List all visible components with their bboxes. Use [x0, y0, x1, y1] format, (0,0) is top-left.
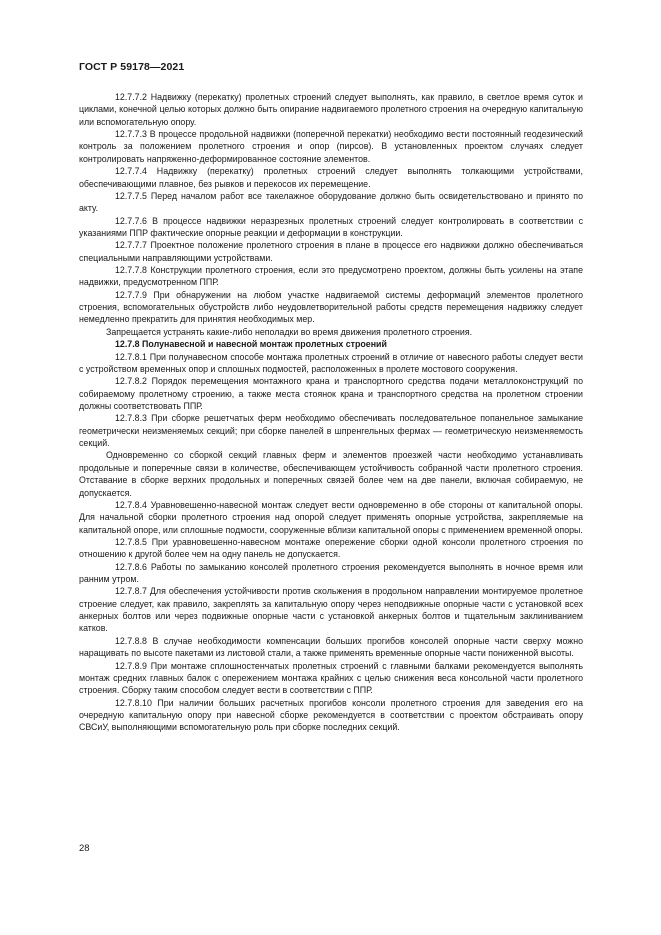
- section-heading: 12.7.8 Полунавесной и навесной монтаж пролетных строений: [115, 339, 387, 350]
- paragraph: 12.7.7.3 В процессе продольной надвижки (поперечной перекатки) необходимо вести постоянный геодезический контроль за положением пролетного строения и опор (пирсов). В установленных проектом случаях следует контролировать напряженно-деформированное состояние элементов.: [79, 129, 583, 164]
- paragraph: 12.7.8.4 Уравновешенно-навесной монтаж следует вести одновременно в обе стороны от капитальной опоры. Для начальной сборки пролетного строения над опорой следует применять опорные устройства, закрепляемые на капитальной опоре, или сплошные подмости, сооруженные вблизи капитальной опоры с применением временной опоры.: [79, 499, 583, 535]
- paragraph: 12.7.7.6 В процессе надвижки неразрезных пролетных строений следует контролировать в соответствии с указаниями ППР фактические опорные реакции и деформации в конструкции.: [79, 215, 583, 238]
- paragraph: 12.7.8.3 При сборке решетчатых ферм необходимо обеспечивать последовательное попанельное замыкание геометрически неизменяемых секций; при сборке панелей в шпренгельных фермах — геометрическую неизменяемость секций.: [79, 413, 583, 449]
- paragraph: 12.7.8.8 В случае необходимости компенсации больших прогибов консолей опорные части сверху можно наращивать по высоте пакетами из листовой стали, а также применять временные опорные части пониженной высоты.: [79, 635, 583, 659]
- document-code-header: ГОСТ Р 59178—2021: [79, 61, 185, 73]
- paragraph: 12.7.7.7 Проектное положение пролетного строения в плане в процессе его надвижки должно обеспечиваться специальными направляющими устройствами.: [79, 240, 583, 263]
- paragraph: 12.7.7.4 Надвижку (перекатку) пролетных строений следует выполнять толкающими устройствами, обеспечивающими плавное, без рывков и перекосов их перемещение.: [79, 166, 583, 189]
- paragraph: 12.7.8.5 При уравновешенно-навесном монтаже опережение сборки одной консоли пролетного строения по отношению к другой более чем на одну панель не допускается.: [79, 536, 583, 560]
- document-body: [79, 91, 583, 734]
- paragraph: 12.7.7.2 Надвижку (перекатку) пролетных строений следует выполнять, как правило, в светлое время суток и циклами, конечной целью которых должно быть опирание надвигаемого пролетного строения на очередную капитальную или вспомогательную опору.: [79, 92, 583, 127]
- paragraph: 12.7.8.2 Порядок перемещения монтажного крана и транспортного средства подачи металлоконструкций по собираемому пролетному строению, а также места стоянок крана и транспортного средства на пролетном строении должны соответствовать ППР.: [79, 376, 583, 411]
- paragraph: 12.7.8.1 При полунавесном способе монтажа пролетных строений в отличие от навесного работы следует вести с устройством временных опор и сплошных подмостей, расположенных в пролете мостового сооружения.: [79, 351, 583, 374]
- paragraph: 12.7.7.9 При обнаружении на любом участке надвигаемой системы деформаций элементов пролетного строения, вспомогательных обустройств либо неудовлетворительной работы средств перемещения надвижку следует немедленно прекратить для принятия необходимых мер.: [79, 289, 583, 325]
- paragraph: 12.7.8.6 Работы по замыканию консолей пролетного строения рекомендуется выполнять в ночное время или ранним утром.: [79, 561, 583, 585]
- paragraph: 12.7.8.9 При монтаже сплошностенчатых пролетных строений с главными балками рекомендуется выполнять монтаж средних главных балок с опережением монтажа крайних с целью снижения веса консольной части пролетного строения. Сборку таким способом следует вести в соответствии с ППР.: [79, 660, 583, 696]
- paragraph: 12.7.7.5 Перед началом работ все такелажное оборудование должно быть освидетельствовано и принято по акту.: [79, 190, 583, 214]
- page-number: 28: [79, 843, 90, 854]
- paragraph: Запрещается устранять какие-либо неполадки во время движения пролетного строения.: [106, 326, 473, 337]
- paragraph: Одновременно со сборкой секций главных ферм и элементов проезжей части необходимо устанавливать продольные и поперечные связи в количестве, обеспечивающем устойчивость собранной части пролетного строения. Отставание в сборке верхних продольных и поперечных связей более чем на две панели, включая собираемую, не допускается.: [79, 450, 583, 498]
- paragraph: 12.7.8.10 При наличии больших расчетных прогибов консоли пролетного строения для заведения его на очередную капитальную опору при навесной сборке рекомендуется в соответствии с проектом обстраивать опору СВСиУ, выполняющими вспомогательную роль при сборке последних секций.: [79, 697, 583, 733]
- paragraph: 12.7.8.7 Для обеспечения устойчивости против скольжения в продольном направлении монтируемое пролетное строение следует, как правило, закреплять за капитальную опору через неподвижные опорные части с установкой всех анкерных болтов или через подвижные опорные части с установкой анкерных болтов и тщательным заклиниванием катков.: [79, 586, 583, 634]
- paragraph: 12.7.7.8 Конструкции пролетного строения, если это предусмотрено проектом, должны быть усилены на этапе надвижки, предусмотренном ППР.: [79, 265, 583, 288]
